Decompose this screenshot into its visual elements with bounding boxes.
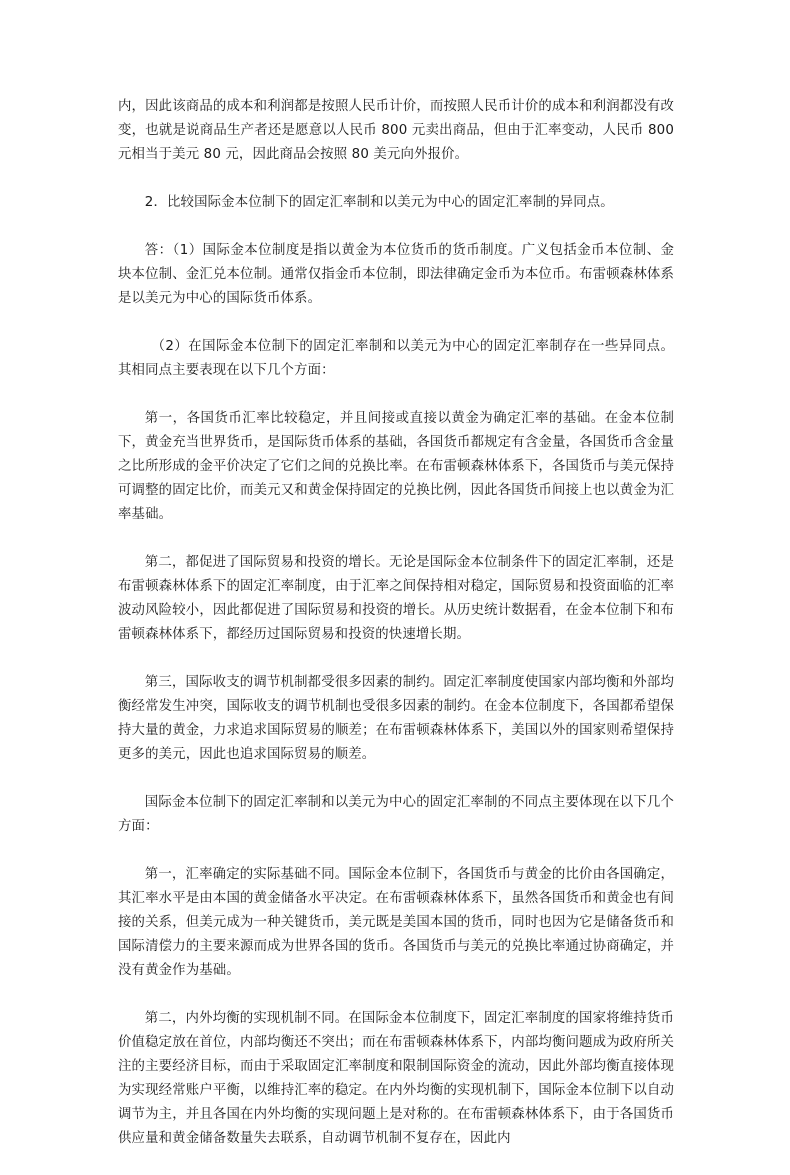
- similarity-point-1: 第一，各国货币汇率比较稳定，并且间接或直接以黄金为确定汇率的基础。在金本位制下，黄金充当世界货币，是国际货币体系的基础，各国货币都规定有含金量，各国货币含金量之比所形成的金平价决定了它们之间的兑换比率。在布雷顿森林体系下，各国货币与美元保持可调整的固定比价，而美元又和黄金保持固定的兑换比例，因此各国货币间接上也以黄金为汇率基础。: [118, 411, 674, 522]
- similarity-point-2: 第二，都促进了国际贸易和投资的增长。无论是国际金本位制条件下的固定汇率制，还是布雷顿森林体系下的固定汇率制度，由于汇率之间保持相对稳定，国际贸易和投资面临的汇率波动风险较小，因此都促进了国际贸易和投资的增长。从历史统计数据看，在金本位制下和布雷顿森林体系下，都经历过国际贸易和投资的快速增长期。: [118, 555, 674, 642]
- difference-point-2: 第二，内外均衡的实现机制不同。在国际金本位制度下，固定汇率制度的国家将维持货币价值稳定放在首位，内部均衡还不突出；而在布雷顿森林体系下，内部均衡问题成为政府所关注的主要经济目标，而由于采取固定汇率制度和限制国际资金的流动，因此外部均衡直接体现为实现经常账户平衡，以维持汇率的稳定。在内外均衡的实现机制下，国际金本位制下以自动调节为主，并且各国在内外均衡的实现问题上是对称的。在布雷顿森林体系下，由于各国货币供应量和黄金储备数量失去联系，自动调节机制不复存在，因此内: [118, 1011, 674, 1146]
- difference-point-1: 第一，汇率确定的实际基础不同。国际金本位制下，各国货币与黄金的比价由各国确定，其汇率水平是由本国的黄金储备水平决定。在布雷顿森林体系下，虽然各国货币和黄金也有间接的关系，但美元成为一种关键货币，美元既是美国本国的货币，同时也因为它是储备货币和国际清偿力的主要来源而成为世界各国的货币。各国货币与美元的兑换比率通过协商确定，并没有黄金作为基础。: [118, 867, 674, 978]
- paragraph-continuation: 内，因此该商品的成本和利润都是按照人民币计价，而按照人民币计价的成本和利润都没有改变，也就是说商品生产者还是愿意以人民币 800 元卖出商品，但由于汇率变动，人民币 800 元相当于美元 80 元，因此商品会按照 80 美元向外报价。: [118, 99, 674, 162]
- differences-intro: 国际金本位制下的固定汇率制和以美元为中心的固定汇率制的不同点主要体现在以下几个方面：: [118, 795, 674, 834]
- answer-part-2-intro: （2）在国际金本位制下的固定汇率制和以美元为中心的固定汇率制存在一些异同点。其相同点主要表现在以下几个方面：: [118, 339, 674, 378]
- answer-part-1: 答：（1）国际金本位制度是指以黄金为本位货币的货币制度。广义包括金币本位制、金块本位制、金汇兑本位制。通常仅指金币本位制，即法律确定金币为本位币。布雷顿森林体系是以美元为中心的国际货币体系。: [118, 243, 674, 306]
- document-body: [118, 95, 674, 1175]
- question-heading: 2．比较国际金本位制下的固定汇率制和以美元为中心的固定汇率制的异同点。: [144, 195, 614, 210]
- similarity-point-3: 第三，国际收支的调节机制都受很多因素的制约。固定汇率制度使国家内部均衡和外部均衡经常发生冲突，国际收支的调节机制也受很多因素的制约。在金本位制度下，各国都希望保持大量的黄金，力求追求国际贸易的顺差；在布雷顿森林体系下，美国以外的国家则希望保持更多的美元，因此也追求国际贸易的顺差。: [118, 675, 674, 762]
